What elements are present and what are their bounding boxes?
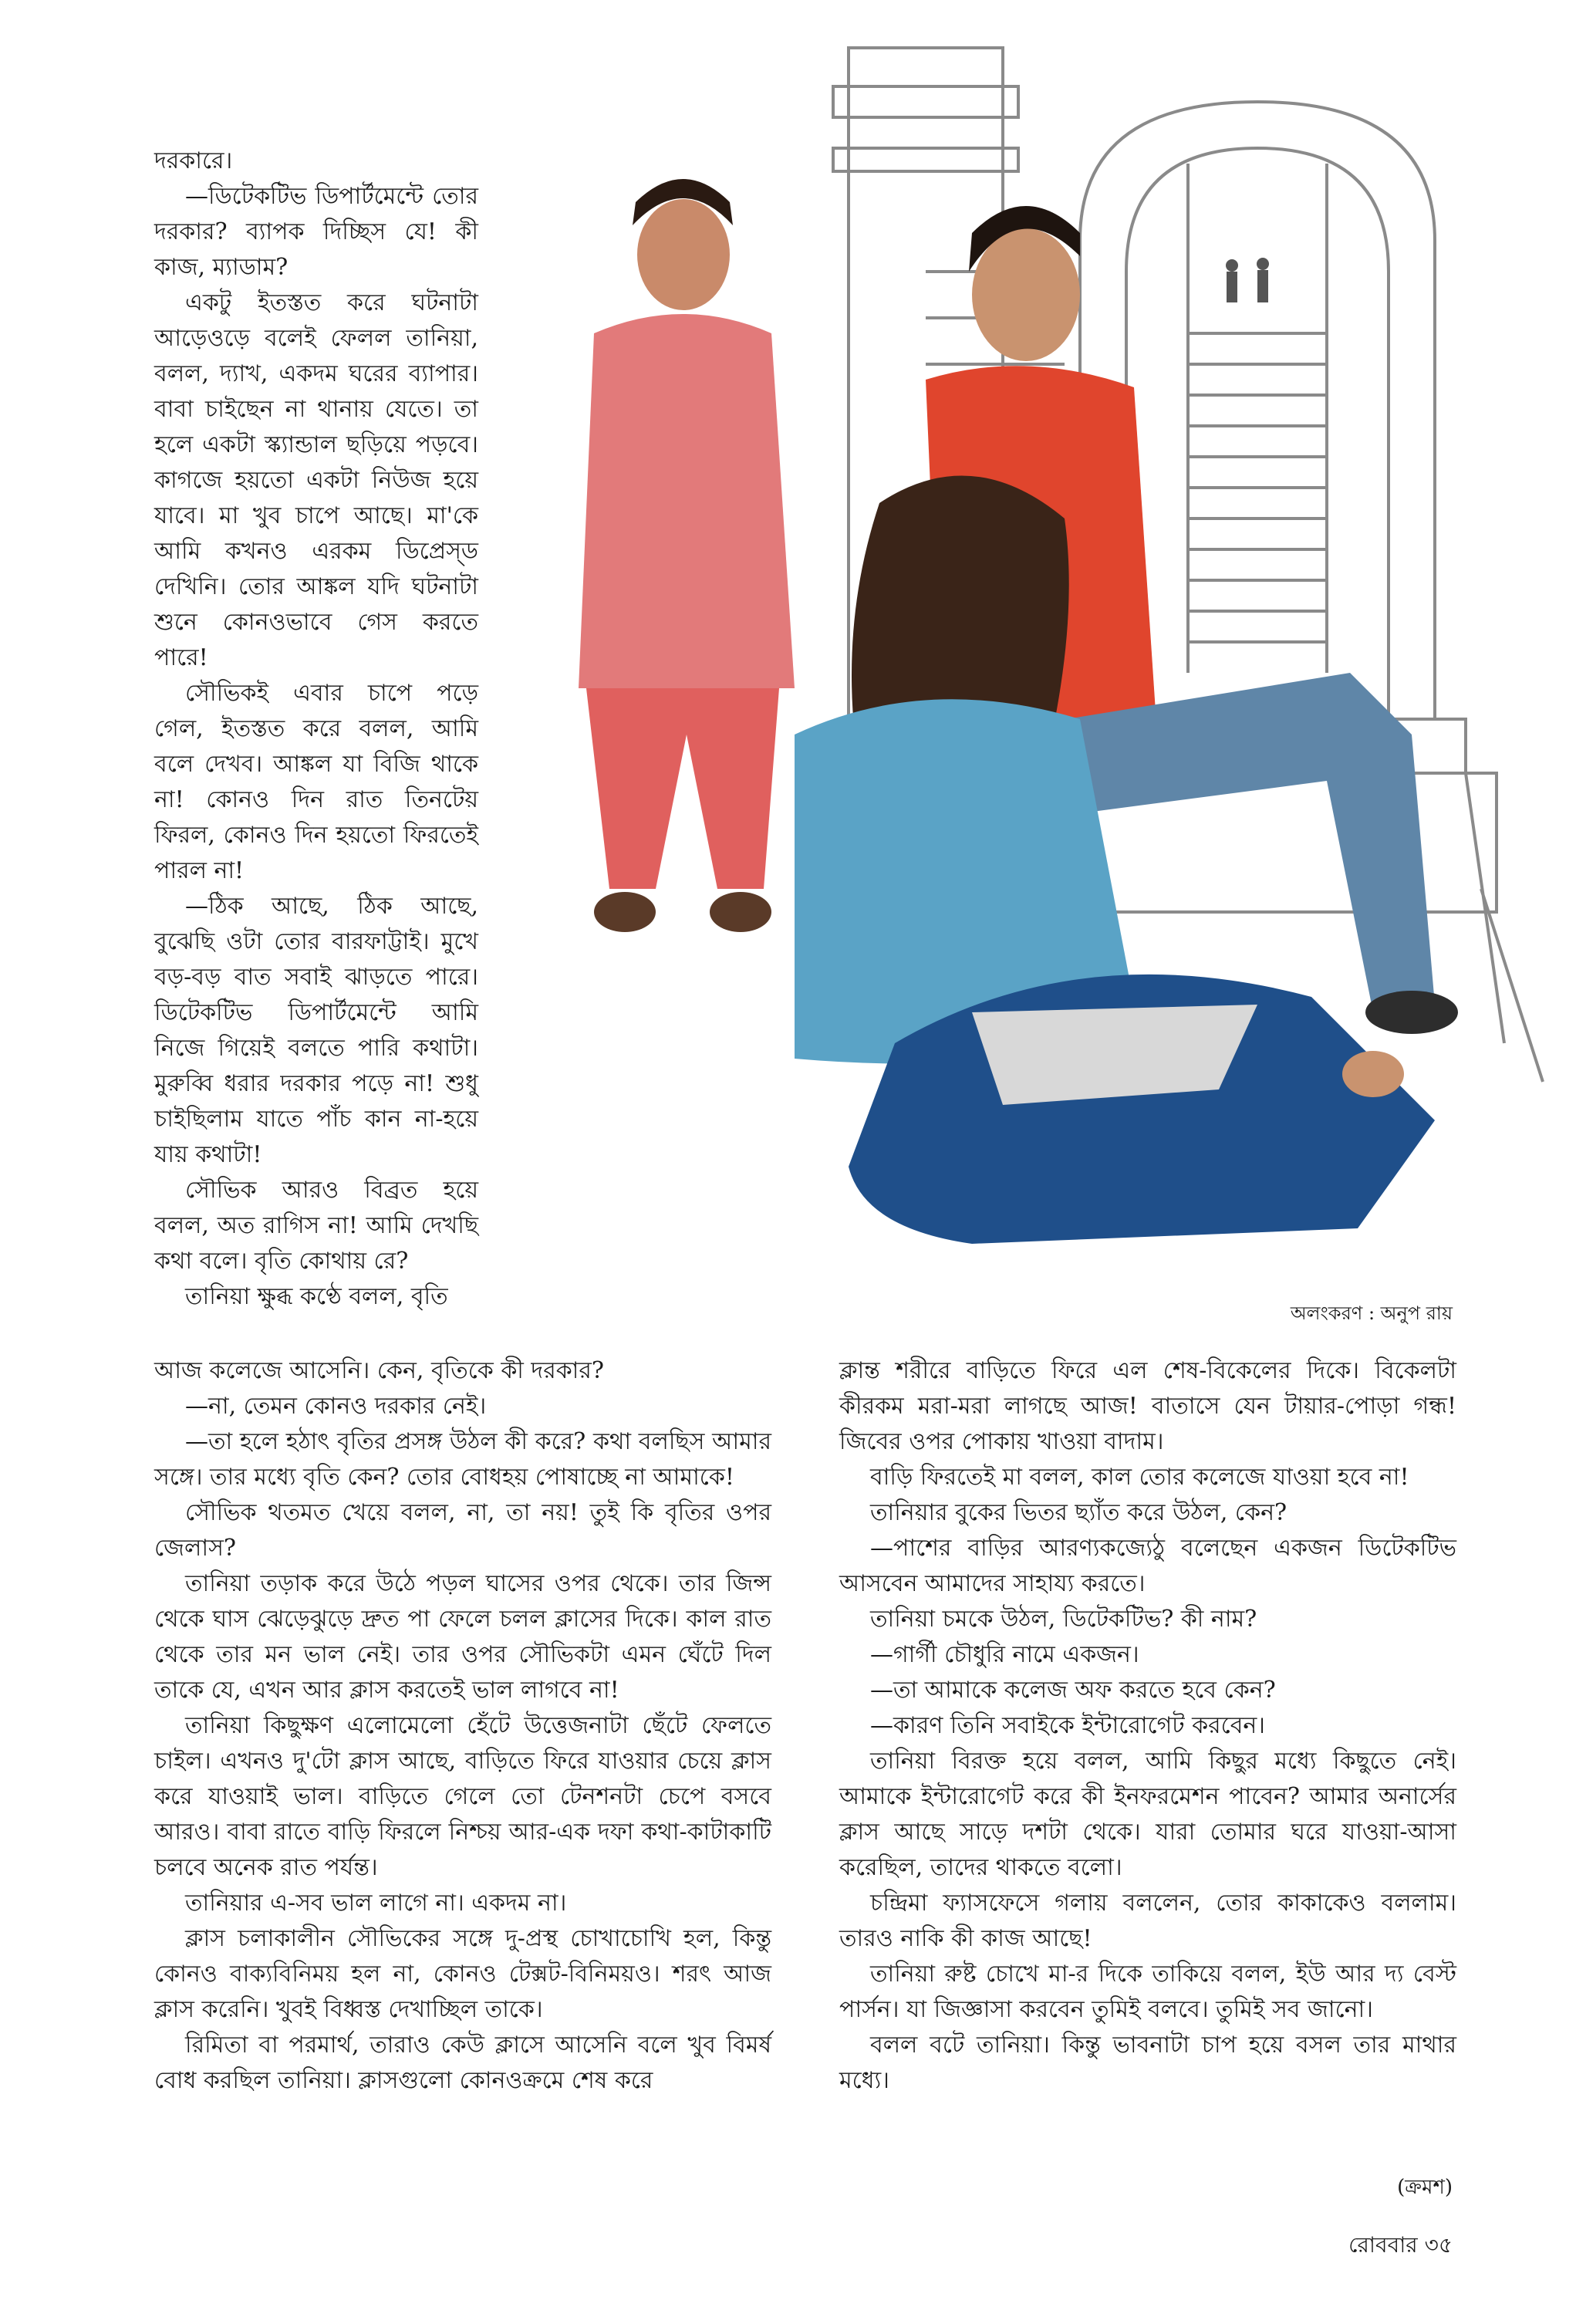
left-text-column (154, 144, 478, 1315)
continued-marker: (ক্রমশ) (1397, 2176, 1453, 2199)
paragraph: —ডিটেকটিভ ডিপার্টমেন্টে তোর দরকার? ব্যাপক দিচ্ছিস যে! কী কাজ, ম্যাডাম? (154, 183, 478, 281)
bottom-right-text-column (839, 1353, 1456, 2099)
paragraph: তানিয়ার এ-সব ভাল লাগে না। একদম না। (185, 1890, 567, 1917)
paragraph: —তা আমাকে কলেজ অফ করতে হবে কেন? (870, 1677, 1276, 1704)
paragraph: —কারণ তিনি সবাইকে ইন্টারোগেট করবেন। (870, 1712, 1266, 1739)
paragraph: ক্লাস চলাকালীন সৌভিকের সঙ্গে দু-প্রস্থ চোখাচোখি হল, কিন্তু কোনও বাক্যবিনিময় হল না, কোনও টেক্সট-বিনিময়ও। শরৎ আজ ক্লাস করেনি। খুবই বিধ্বস্ত দেখাচ্ছিল তাকে। (154, 1925, 771, 2023)
paragraph: বাড়ি ফিরতেই মা বলল, কাল তোর কলেজে যাওয়া হবে না! (870, 1464, 1409, 1491)
paragraph: —পাশের বাড়ির আরণ্যকজ্যেঠু বলেছেন একজন ডিটেকটিভ আসবেন আমাদের সাহায্য করতে। (839, 1535, 1456, 1597)
paragraph: দরকারে। (154, 147, 233, 174)
paragraph: তানিয়া তড়াক করে উঠে পড়ল ঘাসের ওপর থেকে। তার জিন্স থেকে ঘাস ঝেড়েঝুড়ে দ্রুত পা ফেলে চলল ক্লাসের দিকে। কাল রাত থেকে তার মন ভাল নেই। তার ওপর সৌভিকটা এমন ঘেঁটে দিল তাকে যে, এখন আর ক্লাস করতেই ভাল লাগবে না! (154, 1570, 771, 1704)
paragraph: সৌভিক আরও বিব্রত হয়ে বলল, অত রাগিস না! আমি দেখছি কথা বলে। বৃতি কোথায় রে? (154, 1177, 478, 1275)
paragraph: —না, তেমন কোনও দরকার নেই। (185, 1393, 487, 1420)
paragraph: তানিয়া কিছুক্ষণ এলোমেলো হেঁটে উত্তেজনাটা ছেঁটে ফেলতে চাইল। এখনও দু'টো ক্লাস আছে, বাড়িতে ফিরে যাওয়ার চেয়ে ক্লাস করে যাওয়াই ভাল। বাড়িতে গেলে তো টেনশনটা চেপে বসবে আরও। বাবা রাতে বাড়ি ফিরলে নিশ্চয় আর-এক দফা কথা-কাটাকাটি চলবে অনেক রাত পর্যন্ত। (154, 1712, 771, 1881)
paragraph: আজ কলেজে আসেনি। কেন, বৃতিকে কী দরকার? (154, 1357, 604, 1384)
paragraph: তানিয়ার বুকের ভিতর ছ্যাঁত করে উঠল, কেন? (870, 1499, 1287, 1526)
paragraph: চন্দ্রিমা ফ্যাসফেসে গলায় বললেন, তোর কাকাকেও বললাম। তারও নাকি কী কাজ আছে! (839, 1890, 1456, 1952)
paragraph: একটু ইতস্তত করে ঘটনাটা আড়েওড়ে বলেই ফেলল তানিয়া, বলল, দ্যাখ, একদম ঘরের ব্যাপার। বাবা চাইছেন না থানায় যেতে। তা হলে একটা স্ক্যান্ডাল ছড়িয়ে পড়বে। কাগজে হয়তো একটা নিউজ হয়ে যাবে। মা খুব চাপে আছে। মা'কে আমি কখনও এরকম ডিপ্রেস্ড দেখিনি। তোর আঙ্কল যদি ঘটনাটা শুনে কোনওভাবে গেস করতে পারে! (154, 289, 478, 671)
paragraph: রিমিতা বা পরমার্থ, তারাও কেউ ক্লাসে আসেনি বলে খুব বিমর্ষ বোধ করছিল তানিয়া। ক্লাসগুলো কোনওক্রমে শেষ করে (154, 2032, 771, 2094)
illustration-credit: অলংকরণ : অনুপ রায় (1290, 1302, 1453, 1324)
paragraph: তানিয়া ক্ষুব্ধ কণ্ঠে বলল, বৃতি (185, 1283, 448, 1310)
story-illustration (540, 40, 1574, 1287)
paragraph: সৌভিকই এবার চাপে পড়ে গেল, ইতস্তত করে বলল, আমি বলে দেখব। আঙ্কল যা বিজি থাকে না! কোনও দিন রাত তিনটেয় ফিরল, কোনও দিন হয়তো ফিরতেই পারল না! (154, 680, 478, 884)
paragraph: সৌভিক থতমত খেয়ে বলল, না, তা নয়! তুই কি বৃতির ওপর জেলাস? (154, 1499, 771, 1562)
page-folio: রোববার ৩৫ (1348, 2232, 1453, 2258)
bottom-left-text-column (154, 1353, 771, 2099)
paragraph: তানিয়া রুষ্ট চোখে মা-র দিকে তাকিয়ে বলল, ইউ আর দ্য বেস্ট পার্সন। যা জিজ্ঞাসা করবেন তুমিই বলবে। তুমিই সব জানো। (839, 1961, 1456, 2023)
paragraph: —ঠিক আছে, ঠিক আছে, বুঝেছি ওটা তোর বারফাট্টাই। মুখে বড়-বড় বাত সবাই ঝাড়তে পারে। ডিটেকটিভ ডিপার্টমেন্টে আমি নিজে গিয়েই বলতে পারি কথাটা। মুরুব্বি ধরার দরকার পড়ে না! শুধু চাইছিলাম যাতে পাঁচ কান না-হয়ে যায় কথাটা! (154, 893, 478, 1168)
paragraph: —গার্গী চৌধুরি নামে একজন। (870, 1641, 1139, 1668)
paragraph: ক্লান্ত শরীরে বাড়িতে ফিরে এল শেষ-বিকেলের দিকে। বিকেলটা কীরকম মরা-মরা লাগছে আজ! বাতাসে যেন টায়ার-পোড়া গন্ধ! জিবের ওপর পোকায় খাওয়া বাদাম। (839, 1357, 1456, 1455)
woman-in-pink-figure (579, 179, 795, 932)
paragraph: তানিয়া চমকে উঠল, ডিটেকটিভ? কী নাম? (870, 1606, 1257, 1633)
paragraph: —তা হলে হঠাৎ বৃতির প্রসঙ্গ উঠল কী করে? কথা বলছিস আমার সঙ্গে। তার মধ্যে বৃতি কেন? তোর বোধহয় পোষাচ্ছে না আমাকে! (154, 1428, 771, 1491)
paragraph: তানিয়া বিরক্ত হয়ে বলল, আমি কিছুর মধ্যে কিছুতে নেই। আমাকে ইন্টারোগেট করে কী ইনফরমেশন পাবেন? আমার অনার্সের ক্লাস আছে সাড়ে দশটা থেকে। যারা তোমার ঘরে যাওয়া-আসা করেছিল, তাদের থাকতে বলো। (839, 1748, 1456, 1881)
paragraph: বলল বটে তানিয়া। কিন্তু ভাবনাটা চাপ হয়ে বসল তার মাথার মধ্যে। (839, 2032, 1456, 2094)
